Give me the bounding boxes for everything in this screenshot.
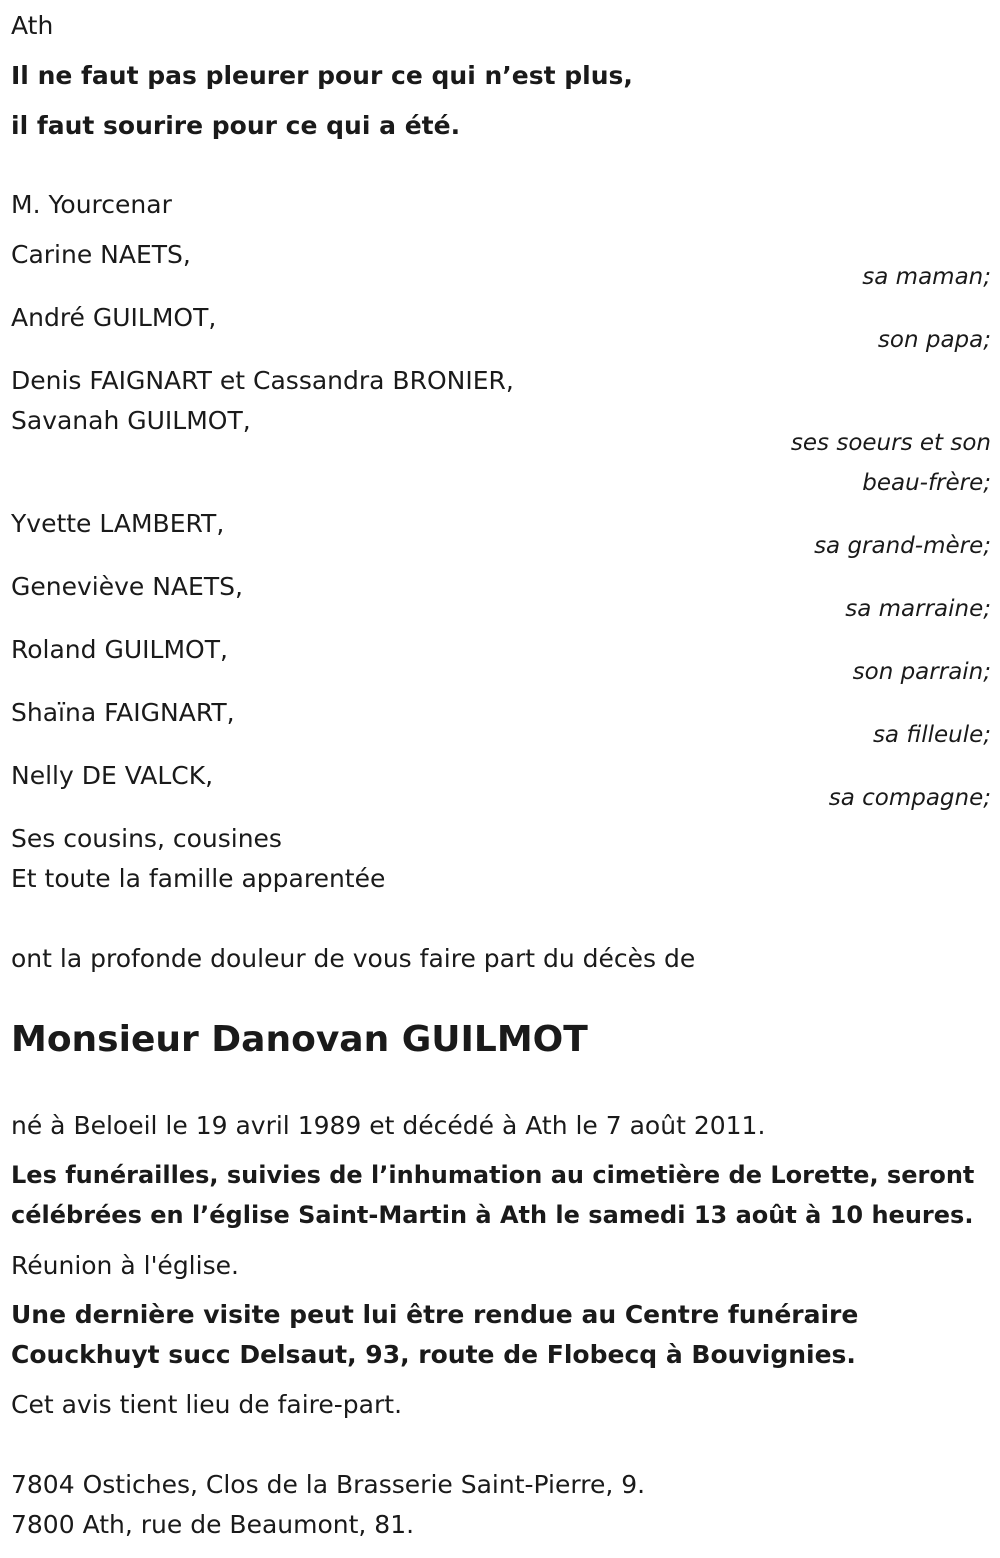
quote-author: M. Yourcenar [11,190,172,219]
deceased-name: Monsieur Danovan GUILMOT [11,1019,588,1060]
family-relation-father: son papa; [877,327,991,353]
location: Ath [11,11,54,40]
family-relation-grandmother: sa grand-mère; [814,533,991,559]
notice: Cet avis tient lieu de faire-part. [11,1390,403,1419]
family-name-siblings-2: Savanah GUILMOT, [11,406,251,435]
meeting-note: Réunion à l'église. [11,1251,239,1280]
funeral-line-2: célébrées en l’église Saint-Martin à Ath le samedi 13 août à 10 heures. [11,1201,974,1229]
extended-family-1: Ses cousins, cousines [11,824,282,853]
family-relation-partner: sa compagne; [828,785,991,811]
family-name-goddaughter: Shaïna FAIGNART, [11,698,235,727]
extended-family-2: Et toute la famille apparentée [11,864,386,893]
family-name-siblings-1: Denis FAIGNART et Cassandra BRONIER, [11,366,514,395]
family-name-partner: Nelly DE VALCK, [11,761,214,790]
birth-death: né à Beloeil le 19 avril 1989 et décédé à Ath le 7 août 2011. [11,1111,766,1140]
family-name-godmother: Geneviève NAETS, [11,572,243,601]
family-name-father: André GUILMOT, [11,303,217,332]
family-name-mother: Carine NAETS, [11,240,191,269]
visit-line-2: Couckhuyt succ Delsaut, 93, route de Flobecq à Bouvignies. [11,1340,856,1369]
family-relation-siblings-1: ses soeurs et son [790,430,991,456]
address-1: 7804 Ostiches, Clos de la Brasserie Saint-Pierre, 9. [11,1470,646,1499]
address-2: 7800 Ath, rue de Beaumont, 81. [11,1510,415,1539]
family-relation-siblings-2: beau-frère; [862,470,991,496]
visit-line-1: Une dernière visite peut lui être rendue au Centre funéraire [11,1300,859,1329]
announcement: ont la profonde douleur de vous faire part du décès de [11,944,696,973]
family-relation-godfather: son parrain; [852,659,991,685]
quote-line-2: il faut sourire pour ce qui a été. [11,111,461,140]
quote-line-1: Il ne faut pas pleurer pour ce qui n’est plus, [11,61,633,90]
family-relation-godmother: sa marraine; [845,596,991,622]
family-relation-mother: sa maman; [862,264,991,290]
family-name-grandmother: Yvette LAMBERT, [11,509,225,538]
family-name-godfather: Roland GUILMOT, [11,635,228,664]
funeral-line-1: Les funérailles, suivies de l’inhumation au cimetière de Lorette, seront [11,1161,975,1189]
family-relation-goddaughter: sa filleule; [872,722,991,748]
